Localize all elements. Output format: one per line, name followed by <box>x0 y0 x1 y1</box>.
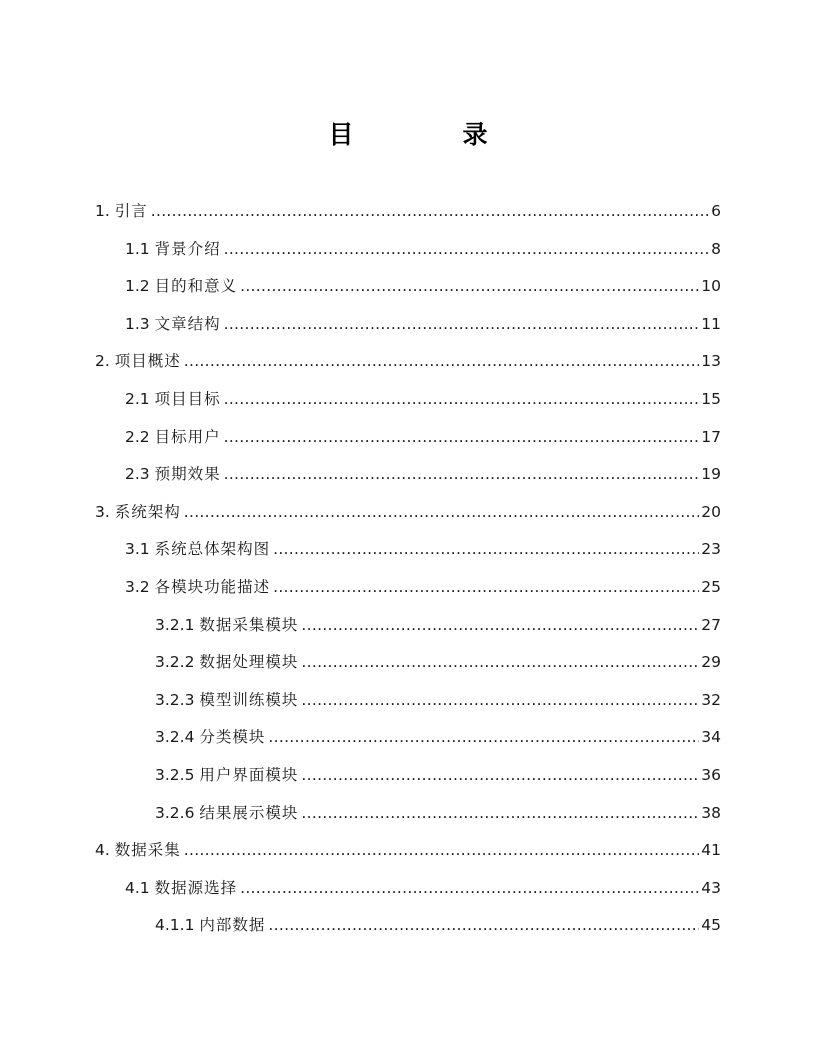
toc-entry-number: 2.1 <box>125 390 155 408</box>
toc-entry[interactable] <box>155 649 721 675</box>
toc-entry-number: 1.3 <box>125 314 155 333</box>
toc-entry-title: 用户界面模块 <box>199 766 299 784</box>
dot-leader <box>273 536 699 562</box>
toc-entry-number: 3. <box>95 502 115 521</box>
toc-entry-page-number: 29 <box>701 653 721 672</box>
toc-entry[interactable] <box>155 687 721 713</box>
toc-entry-title: 引言 <box>114 202 148 220</box>
toc-entry-page-number: 34 <box>701 728 721 747</box>
toc-entry[interactable] <box>95 198 721 224</box>
toc-entry[interactable] <box>125 875 721 901</box>
toc-entry[interactable] <box>125 236 721 262</box>
toc-entry-title: 数据采集模块 <box>199 615 299 634</box>
dot-leader <box>301 762 699 788</box>
toc-entry-number: 3.1 <box>125 540 155 559</box>
toc-entry-title: 系统总体架构图 <box>154 540 271 559</box>
toc-entry-page-number: 17 <box>701 427 721 446</box>
toc-entry-page-number: 20 <box>701 502 721 521</box>
dot-leader <box>273 574 699 600</box>
toc-entry-page-number: 25 <box>701 578 721 596</box>
toc-entry-page-number: 32 <box>701 690 721 709</box>
toc-entry-page-number: 6 <box>711 202 721 220</box>
toc-entry[interactable] <box>95 348 721 374</box>
toc-entry-page-number: 13 <box>701 352 721 371</box>
dot-leader <box>224 461 700 487</box>
toc-entry-number: 3.2 <box>125 578 155 596</box>
toc-entry-title: 项目概述 <box>114 352 181 371</box>
dot-leader <box>301 800 699 826</box>
toc-entry[interactable] <box>95 499 721 525</box>
dot-leader <box>224 236 710 262</box>
toc-entry-title: 结果展示模块 <box>199 803 299 822</box>
toc-entry-number: 2.2 <box>125 427 155 446</box>
toc-entry-number: 1.1 <box>125 239 155 258</box>
toc-entry[interactable] <box>155 912 721 938</box>
toc-entry[interactable] <box>155 800 721 826</box>
toc-entry[interactable] <box>155 762 721 788</box>
dot-leader <box>301 649 699 675</box>
toc-entry-title: 数据采集 <box>114 841 181 860</box>
toc-entry-page-number: 38 <box>701 803 721 822</box>
toc-entry-title: 项目目标 <box>154 390 221 408</box>
toc-entry-number: 2. <box>95 352 115 371</box>
toc-entry[interactable] <box>125 273 721 299</box>
toc-entry-number: 3.2.5 <box>155 766 200 784</box>
toc-entry[interactable] <box>125 386 721 412</box>
toc-entry[interactable] <box>95 837 721 863</box>
toc-entry[interactable] <box>155 612 721 638</box>
toc-entry-page-number: 27 <box>701 615 721 634</box>
toc-entry[interactable] <box>125 424 721 450</box>
dot-leader <box>301 612 699 638</box>
toc-entry-page-number: 8 <box>711 239 721 258</box>
dot-leader <box>240 273 699 299</box>
dot-leader <box>184 499 700 525</box>
toc-entry[interactable] <box>125 461 721 487</box>
toc-entry-page-number: 19 <box>701 465 721 484</box>
dot-leader <box>151 198 709 224</box>
toc-entry-number: 2.3 <box>125 465 155 484</box>
toc-entry[interactable] <box>125 311 721 337</box>
toc-entry-number: 3.2.1 <box>155 615 200 634</box>
dot-leader <box>268 724 699 750</box>
dot-leader <box>301 687 699 713</box>
toc-entry-title: 系统架构 <box>114 502 181 521</box>
dot-leader <box>268 912 699 938</box>
dot-leader <box>224 311 700 337</box>
toc-entry-title: 内部数据 <box>199 916 266 935</box>
toc-entry-title: 目的和意义 <box>154 277 238 296</box>
toc-entry-title: 数据处理模块 <box>199 653 299 672</box>
toc-entry-number: 1. <box>95 202 115 220</box>
toc-entry-title: 目标用户 <box>154 427 221 446</box>
toc-entry-number: 3.2.4 <box>155 728 200 747</box>
toc-entry-page-number: 41 <box>701 841 721 860</box>
toc-entry-number: 3.2.2 <box>155 653 200 672</box>
toc-entry-title: 文章结构 <box>154 314 221 333</box>
toc-entry-page-number: 45 <box>701 916 721 935</box>
toc-entry-number: 1.2 <box>125 277 155 296</box>
toc-entry[interactable] <box>155 724 721 750</box>
dot-leader <box>240 875 699 901</box>
dot-leader <box>184 837 700 863</box>
toc-entry-number: 3.2.3 <box>155 690 200 709</box>
toc-entry-title: 模型训练模块 <box>199 690 299 709</box>
dot-leader <box>224 386 700 412</box>
toc-entry-title: 预期效果 <box>154 465 221 484</box>
toc-entry[interactable] <box>125 536 721 562</box>
toc-entry-page-number: 23 <box>701 540 721 559</box>
toc-entry-title: 数据源选择 <box>154 878 238 897</box>
toc-entry-number: 4.1 <box>125 878 155 897</box>
toc-entry-title: 分类模块 <box>199 728 266 747</box>
toc-entry-number: 3.2.6 <box>155 803 200 822</box>
toc-entry-number: 4.1.1 <box>155 916 200 935</box>
toc-entry-number: 4. <box>95 841 115 860</box>
toc-entry-page-number: 43 <box>701 878 721 897</box>
toc-entry-page-number: 36 <box>701 766 721 784</box>
toc-entry-title: 各模块功能描述 <box>154 578 271 596</box>
toc-entry-page-number: 10 <box>701 277 721 296</box>
toc-title: 目 录 <box>328 120 530 149</box>
dot-leader <box>184 348 700 374</box>
toc-entry-page-number: 15 <box>701 390 721 408</box>
toc-entry[interactable] <box>125 574 721 600</box>
dot-leader <box>224 424 700 450</box>
toc-entry-title: 背景介绍 <box>154 239 221 258</box>
toc-entry-page-number: 11 <box>701 314 721 333</box>
